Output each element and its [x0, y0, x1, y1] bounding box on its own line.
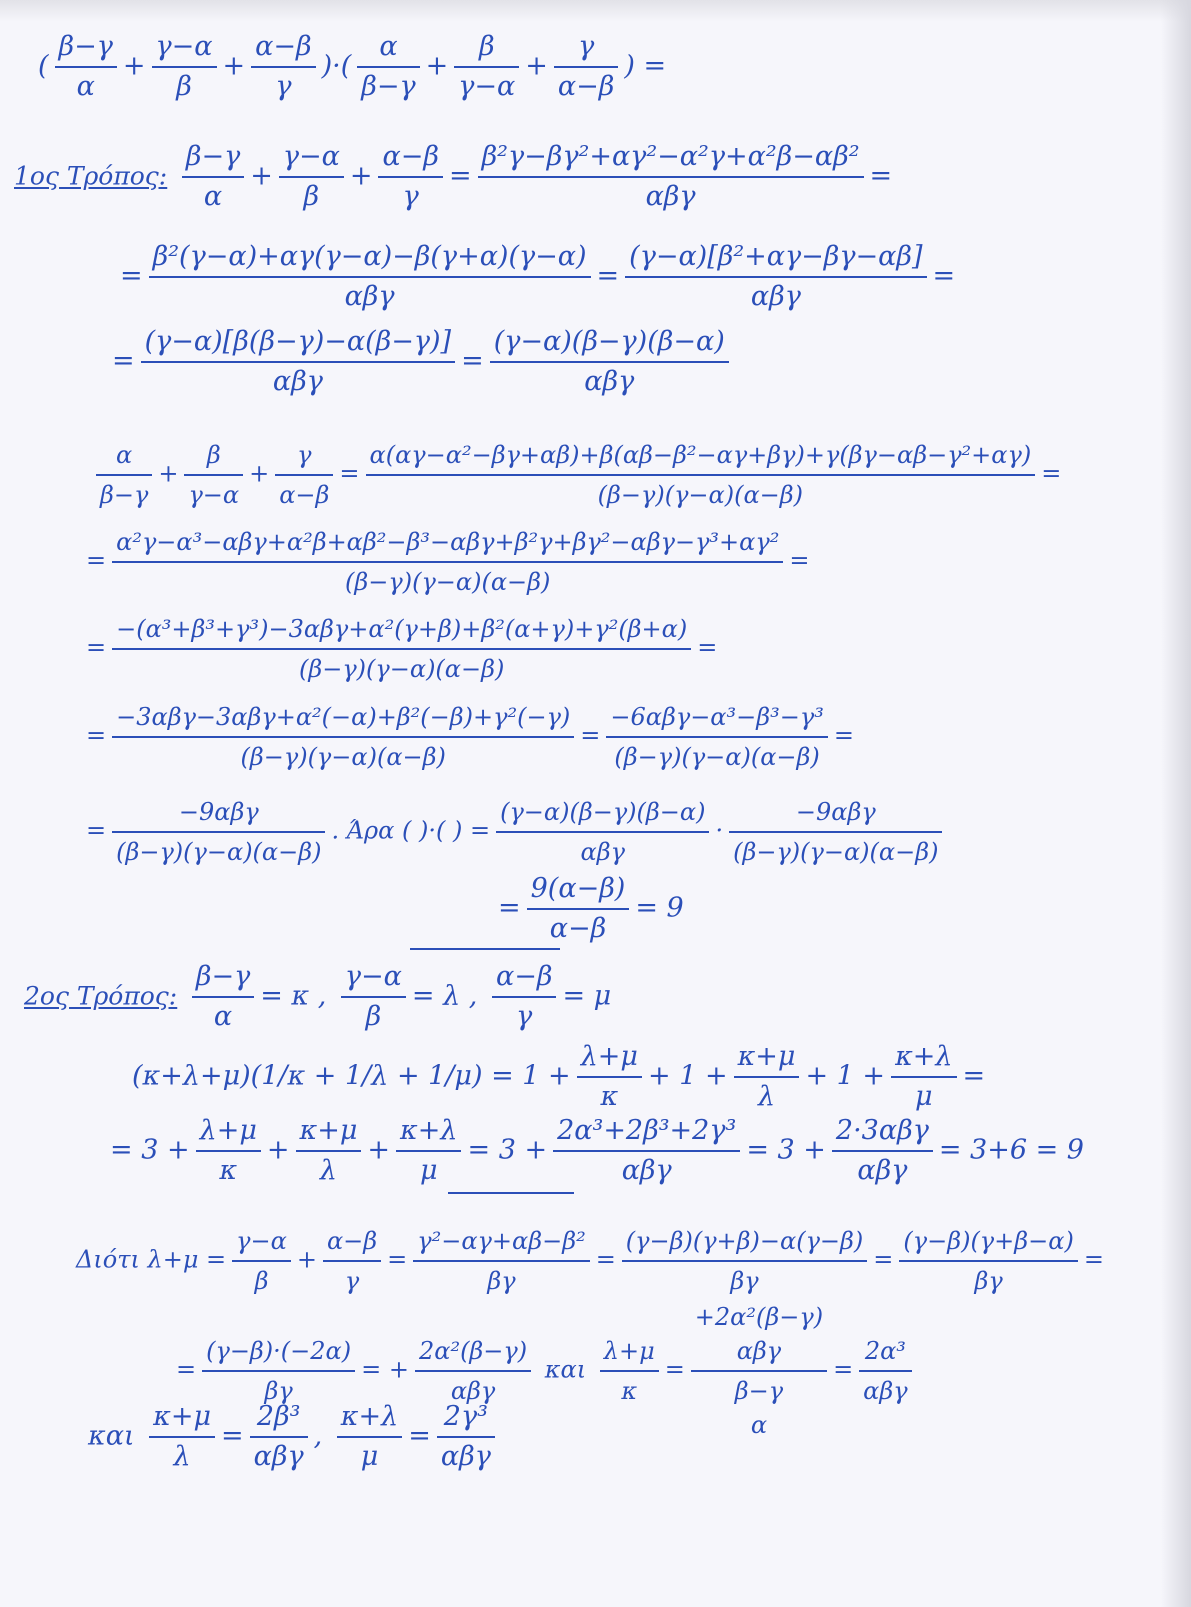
fraction [492, 960, 556, 1034]
numerator: γ [554, 30, 618, 68]
numerator: λ+μ [600, 1334, 659, 1372]
numerator: (γ−α)(β−γ)(β−α) [490, 325, 729, 363]
fraction [96, 438, 152, 512]
fraction [250, 1400, 308, 1474]
denominator: (β−γ)(γ−α)(α−β) [597, 481, 804, 509]
denominator: αβγ [440, 1441, 491, 1472]
numerator: β−γ [182, 140, 244, 178]
denominator: γ−α [458, 71, 516, 102]
numerator: (γ−β)(γ+β−α) [899, 1224, 1077, 1262]
numerator: −(α³+β³+γ³)−3αβγ+α²(γ+β)+β²(α+γ)+γ²(β+α) [112, 612, 691, 650]
fraction [337, 1400, 402, 1474]
numerator: 9(α−β) [527, 872, 630, 910]
fraction [184, 438, 243, 512]
denominator: αβγ [750, 281, 801, 312]
separator-line [410, 948, 560, 950]
separator-line [448, 1192, 574, 1194]
denominator: μ [419, 1155, 438, 1186]
math-text: = κ , [260, 980, 327, 1012]
numerator: κ+μ [149, 1400, 215, 1438]
method2-dioti-line: Διότι λ+μ = $\frac{\gamma-\alpha}{\beta}$ + $\frac{\alpha-\beta}{\gamma}$ = $\frac{\text{γ²−αγ+αβ−β²}}{\beta\gamma}$ = $\frac{(\gamma-\beta)(\gamma+\beta)-\alpha(\gamma-\beta)}{\beta\gamma}$ = $\frac{(\gamma-\beta)(\gamma+\beta-\alpha)}{\beta\gamma}$ = [76, 1224, 1104, 1298]
math-text: α [750, 1411, 768, 1439]
numerator: β [454, 30, 519, 68]
method2-label: 2ος Τρόπος: [24, 981, 178, 1011]
numerator: κ+μ [734, 1040, 800, 1078]
method2-substitution [24, 960, 611, 1034]
fraction [454, 30, 519, 104]
denominator: αβγ [863, 1377, 908, 1405]
denominator: β [254, 1267, 269, 1295]
denominator: αβγ [344, 281, 395, 312]
fraction [182, 140, 244, 214]
method1-line2: = $\frac{\text{β²(γ−α)+αγ(γ−α)−β(γ+α)(γ−α)}}{\text{αβγ}}$ = $\frac{\text{(γ−α)[β²+αγ−βγ−αβ]}}{\text{αβγ}}$ = [120, 241, 956, 312]
math-text: Διότι λ+μ = [76, 1245, 227, 1274]
method2-final-line: και $\frac{\kappa+\mu}{\lambda}$ = $\frac{\text{2β³}}{\text{αβγ}}$ , $\frac{\kappa+\lambda}{\mu}$ = $\frac{\text{2γ³}}{\text{αβγ}}$ [88, 1400, 501, 1474]
numerator: −6αβγ−α³−β³−γ³ [606, 700, 827, 738]
numerator: α [96, 438, 152, 476]
fraction [899, 1224, 1077, 1298]
math-text: (κ+λ+μ)(1/κ + 1/λ + 1/μ) = 1 + [132, 1060, 571, 1092]
numerator: β²γ−βγ²+αγ²−α²γ+α²β−αβ² [478, 140, 864, 178]
denominator: βγ [264, 1377, 293, 1405]
denominator: κ [600, 1081, 619, 1112]
fraction [141, 325, 455, 399]
denominator: γ−α [188, 481, 240, 509]
fraction [366, 438, 1036, 512]
method1-line1: 1ος Τρόπος: $\frac{\beta-\gamma}{\alpha}$ + $\frac{\gamma-\alpha}{\beta}$ + $\frac{\alpha-\beta}{\gamma}$ = $\frac{\text{β²γ−βγ²+αγ²−α²γ+α²β−αβ²}}{\text{αβγ}}$ = [14, 141, 893, 212]
fraction [891, 1040, 956, 1114]
fraction [152, 30, 217, 104]
denominator: (β−γ)(γ−α)(α−β) [116, 838, 322, 866]
fraction [192, 960, 254, 1034]
denominator: α−β [279, 481, 330, 509]
math-text: = λ , [411, 980, 478, 1012]
numerator: κ+μ [296, 1114, 362, 1152]
fraction [496, 795, 709, 869]
math-text: αβγ [736, 1337, 782, 1365]
fraction [196, 1114, 261, 1188]
denominator: βγ [730, 1267, 759, 1295]
denominator: (β−γ)(γ−α)(α−β) [614, 743, 820, 771]
denominator: β−γ [361, 71, 416, 102]
denominator: γ [402, 181, 419, 212]
numerator: (γ−β)(γ+β)−α(γ−β) [622, 1224, 867, 1262]
fraction [378, 140, 442, 214]
numerator: α [357, 30, 419, 68]
math-text: και [88, 1420, 135, 1452]
numerator: α²γ−α³−αβγ+α²β+αβ²−β³−αβγ+β²γ+βγ²−αβγ−γ³+αγ² [112, 525, 783, 563]
numerator: β [184, 438, 243, 476]
denominator: (β−γ)(γ−α)(α−β) [240, 743, 446, 771]
fraction [202, 1334, 355, 1408]
page-edge-shadow [1161, 0, 1191, 1607]
fraction [859, 1334, 911, 1408]
denominator: λ [319, 1155, 338, 1186]
denominator: α−β [557, 71, 615, 102]
fraction [625, 240, 926, 314]
denominator: λ [757, 1081, 776, 1112]
fraction [275, 438, 333, 512]
fraction [251, 30, 315, 104]
fraction [553, 1114, 740, 1188]
fraction [279, 140, 344, 214]
fraction [396, 1114, 461, 1188]
fraction [415, 1334, 531, 1408]
numerator: β−γ [192, 960, 254, 998]
numerator: α−β [251, 30, 315, 68]
fraction [490, 325, 729, 399]
numerator: α−β [323, 1224, 381, 1262]
fraction [149, 1400, 215, 1474]
fraction [554, 30, 618, 104]
problem-expression: ( $\frac{\beta-\gamma}{\alpha}$ + $\frac{\gamma-\alpha}{\beta}$ + $\frac{\alpha-\beta}{\gamma}$ )·( $\frac{\alpha}{\beta-\gamma}$ + $\frac{\beta}{\gamma-\alpha}$ + $\frac{\gamma}{\alpha-\beta}$ ) = [38, 31, 667, 102]
math-text: = μ [562, 980, 612, 1012]
numerator: 2β³ [250, 1400, 308, 1438]
fraction [606, 700, 827, 774]
denominator: αβγ [584, 366, 635, 397]
denominator: μ [360, 1441, 379, 1472]
denominator: (β−γ)(γ−α)(α−β) [298, 655, 505, 683]
denominator: κ [219, 1155, 238, 1186]
math-text: β−γ [734, 1377, 784, 1405]
math-text: = 3+6 = 9 [938, 1134, 1084, 1166]
denominator: α [203, 181, 223, 212]
fraction [478, 140, 864, 214]
denominator: α [76, 71, 95, 102]
fraction [622, 1224, 867, 1298]
fraction [112, 700, 574, 774]
method1-line8: = $\frac{\text{−9αβγ}}{(\beta-\gamma)(\gamma-\alpha)(\alpha-\beta)}$ . Άρα ( )·( ) = $\frac{(\gamma-\alpha)(\beta-\gamma)(\beta-\alpha)}{\text{αβγ}}$ · $\frac{\text{−9αβγ}}{(\beta-\gamma)(\gamma-\alpha)(\alpha-\beta)}$ [86, 795, 948, 869]
numerator: (γ−α)(β−γ)(β−α) [496, 795, 709, 833]
fraction [323, 1224, 381, 1298]
denominator: αβγ [645, 181, 696, 212]
fraction [729, 795, 942, 869]
numerator: α−β [492, 960, 556, 998]
numerator: 2γ³ [437, 1400, 495, 1438]
method2-expansion-line: = $\frac{(\gamma-\beta)\cdot(-2\alpha)}{\beta\gamma}$ = + $\frac{\text{2α²(β−γ)}}{\text{αβγ}}$ και $\frac{\lambda+\mu}{\kappa}$ = +2α²(β−γ) αβγ β−γ α = $\frac{\text{2α³}}{\text{αβγ}}$ [176, 1300, 918, 1442]
method1-label: 1ος Τρόπος: [14, 161, 168, 191]
numerator: β−γ [55, 30, 117, 68]
math-text: + 1 + [647, 1060, 728, 1092]
denominator: γ [344, 1267, 360, 1295]
numerator: κ+λ [337, 1400, 402, 1438]
fraction [734, 1040, 800, 1114]
fraction [112, 525, 783, 599]
numerator: 2α³ [859, 1334, 911, 1372]
numerator [691, 1300, 827, 1372]
method1-line6: = $\frac{\text{−(α³+β³+γ³)−3αβγ+α²(γ+β)+β²(α+γ)+γ²(β+α)}}{(\beta-\gamma)(\gamma-\alpha)(\alpha-\beta)}$ = [86, 612, 717, 686]
denominator: α−β [549, 913, 607, 944]
method1-line3: = $\frac{(\gamma-\alpha)[\beta(\beta-\gamma)-\alpha(\beta-\gamma)]}{\text{αβγ}}$ = $\frac{(\gamma-\alpha)(\beta-\gamma)(\beta-\alpha)}{\text{αβγ}}$ [112, 325, 735, 399]
denominator: β [303, 181, 320, 212]
method1-result: = $\frac{9(\alpha-\beta)}{\alpha-\beta}$ = 9 [498, 873, 684, 944]
denominator: κ [621, 1377, 638, 1405]
math-text: + 1 + [805, 1060, 886, 1092]
numerator: −9αβγ [112, 795, 325, 833]
fraction [112, 612, 691, 686]
fraction [296, 1114, 362, 1188]
numerator: γ [275, 438, 333, 476]
denominator: βγ [974, 1267, 1003, 1295]
fraction [832, 1114, 933, 1188]
math-text: . Άρα ( )·( ) = [331, 816, 491, 845]
numerator: γ−α [341, 960, 406, 998]
fraction [577, 1040, 642, 1114]
fraction [149, 240, 591, 314]
fraction [413, 1224, 589, 1298]
denominator: λ [173, 1441, 191, 1472]
denominator: β [176, 71, 192, 102]
denominator: αβγ [857, 1155, 908, 1186]
page-top-shadow [0, 0, 1191, 22]
method2-line2: (κ+λ+μ)(1/κ + 1/λ + 1/μ) = 1 + $\frac{\lambda+\mu}{\kappa}$ + 1 + $\frac{\kappa+\mu}{\lambda}$ + 1 + $\frac{\kappa+\lambda}{\mu}$ = [132, 1041, 986, 1112]
numerator: (γ−α)[β(β−γ)−α(β−γ)] [141, 325, 455, 363]
numerator: λ+μ [196, 1114, 261, 1152]
numerator: 2α³+2β³+2γ³ [553, 1114, 740, 1152]
fraction [600, 1334, 659, 1408]
fraction [112, 795, 325, 869]
numerator: α−β [378, 140, 442, 178]
denominator: (β−γ)(γ−α)(α−β) [345, 568, 551, 596]
fraction [527, 872, 630, 946]
numerator: (γ−β)·(−2α) [202, 1334, 355, 1372]
numerator: α(αγ−α²−βγ+αβ)+β(αβ−β²−αγ+βγ)+γ(βγ−αβ−γ²+αγ) [366, 438, 1036, 476]
math-text: = 9 [635, 892, 684, 924]
numerator: λ+μ [577, 1040, 642, 1078]
numerator: γ−α [232, 1224, 291, 1262]
numerator: −9αβγ [729, 795, 942, 833]
method1-second-sum: $\frac{\alpha}{\beta-\gamma}$ + $\frac{\beta}{\gamma-\alpha}$ + $\frac{\gamma}{\alpha-\beta}$ = $\frac{\text{α(αγ−α²−βγ+αβ)+β(αβ−β²−αγ+βγ)+γ(βγ−αβ−γ²+αγ)}}{(\beta-\gamma)(\gamma-\alpha)(\alpha-\beta)}$ = [90, 438, 1061, 512]
denominator: αβγ [450, 1377, 496, 1405]
denominator: μ [915, 1081, 933, 1112]
fraction [341, 960, 406, 1034]
fraction [437, 1400, 495, 1474]
denominator: αβγ [621, 1155, 672, 1186]
numerator: 2·3αβγ [832, 1114, 933, 1152]
math-text: και [544, 1355, 587, 1384]
denominator: (β−γ)(γ−α)(α−β) [733, 838, 939, 866]
method1-line5: = $\frac{\text{α²γ−α³−αβγ+α²β+αβ²−β³−αβγ+β²γ+βγ²−αβγ−γ³+αγ²}}{(\beta-\gamma)(\gamma-\alpha)(\alpha-\beta)}$ = [86, 525, 809, 599]
denominator: β [365, 1001, 382, 1032]
denominator [691, 1372, 827, 1442]
numerator: κ+λ [891, 1040, 956, 1078]
denominator: αβγ [580, 838, 625, 866]
math-text: +2α²(β−γ) [694, 1303, 824, 1331]
numerator: γ²−αγ+αβ−β² [413, 1224, 589, 1262]
method2-line3: = 3 + $\frac{\lambda+\mu}{\kappa}$ + $\frac{\kappa+\mu}{\lambda}$ + $\frac{\kappa+\lambda}{\mu}$ = 3 + $\frac{\text{2α³+2β³+2γ³}}{\text{αβγ}}$ = 3 + $\frac{\text{2·3αβγ}}{\text{αβγ}}$ = 3+6 = 9 [110, 1115, 1084, 1186]
numerator: γ−α [152, 30, 217, 68]
fraction [691, 1300, 827, 1442]
numerator: κ+λ [396, 1114, 461, 1152]
numerator: −3αβγ−3αβγ+α²(−α)+β²(−β)+γ²(−γ) [112, 700, 574, 738]
denominator: α [213, 1001, 233, 1032]
denominator: βγ [487, 1267, 516, 1295]
numerator: 2α²(β−γ) [415, 1334, 531, 1372]
fraction [55, 30, 117, 104]
fraction [232, 1224, 291, 1298]
denominator: γ [275, 71, 292, 102]
denominator: γ [516, 1001, 533, 1032]
denominator: β−γ [100, 481, 149, 509]
fraction [357, 30, 419, 104]
method1-line7: = $\frac{\text{−3αβγ−3αβγ+α²(−α)+β²(−β)+γ²(−γ)}}{(\beta-\gamma)(\gamma-\alpha)(\alpha-\beta)}$ = $\frac{\text{−6αβγ−α³−β³−γ³}}{(\beta-\gamma)(\gamma-\alpha)(\alpha-\beta)}$ = [86, 700, 854, 774]
numerator: γ−α [279, 140, 344, 178]
denominator: αβγ [253, 1441, 304, 1472]
numerator: β²(γ−α)+αγ(γ−α)−β(γ+α)(γ−α) [149, 240, 591, 278]
numerator: (γ−α)[β²+αγ−βγ−αβ] [625, 240, 926, 278]
denominator: αβγ [272, 366, 323, 397]
